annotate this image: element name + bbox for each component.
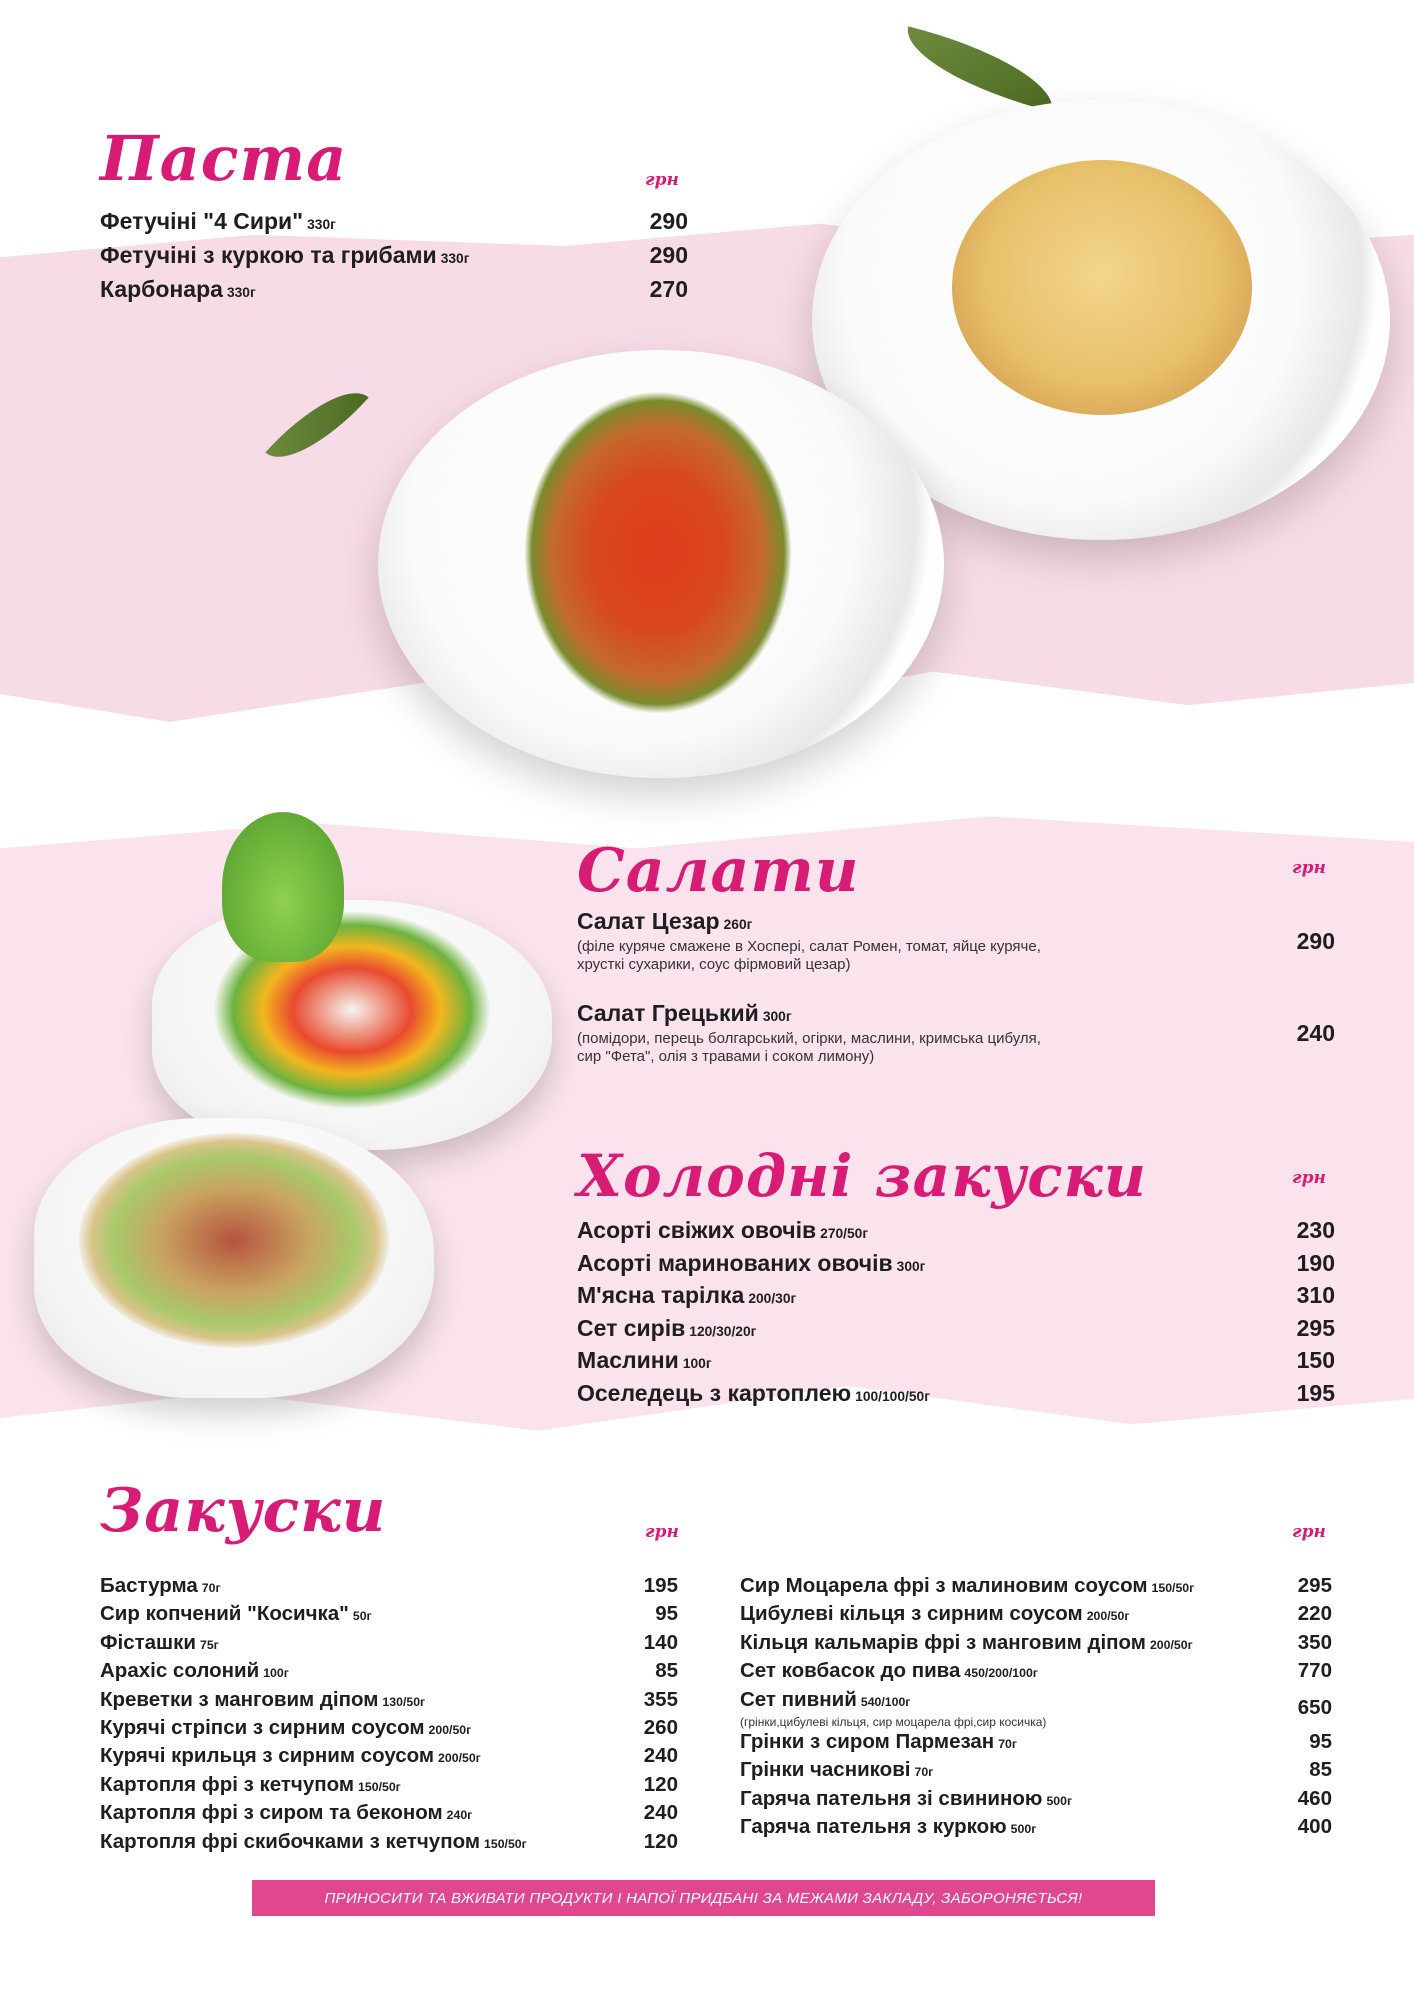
section-title-pasta: Паста <box>100 122 348 195</box>
menu-item-name: Картопля фрі з кетчупом <box>100 1772 355 1796</box>
currency-label: грн <box>1292 1522 1326 1542</box>
menu-item-text <box>577 1216 868 1249</box>
menu-item <box>100 1630 678 1658</box>
menu-item-weight: 150/50г <box>358 1779 401 1794</box>
menu-item-weight: 270/50г <box>820 1226 869 1241</box>
menu-item-weight: 200/50г <box>1149 1637 1193 1652</box>
menu-item-weight: 120/30/20г <box>689 1323 757 1339</box>
menu-item-description: (помідори, перець болгарський, огірки, маслини, кримська цибуля, сир "Фета", олія з травами і соком лимону) <box>577 1030 1041 1065</box>
snacks-list-left <box>100 1573 678 1857</box>
menu-item-weight: 260г <box>723 917 753 932</box>
menu-item-price: 240 <box>643 1744 678 1768</box>
menu-item-weight: 450/200/100г <box>964 1666 1038 1681</box>
menu-item-description: (грінки,цибулеві кільця, сир моцарела фрі,сир косичка) <box>740 1715 1047 1730</box>
menu-item-text <box>100 1687 425 1715</box>
menu-item-text <box>740 1573 1194 1601</box>
section-title-salads: Салати <box>577 836 860 906</box>
menu-item-text <box>740 1658 1038 1686</box>
menu-item <box>740 1658 1332 1686</box>
menu-item-price: 290 <box>1296 928 1335 954</box>
snacks-list-right <box>740 1573 1332 1843</box>
menu-item-name: Фетучіні "4 Сири" <box>100 208 304 234</box>
menu-item-weight: 150/50г <box>484 1836 527 1851</box>
currency-label: грн <box>645 170 679 190</box>
menu-item-text <box>577 1000 1047 1066</box>
menu-item-price: 85 <box>1309 1758 1332 1782</box>
menu-item-weight: 75г <box>199 1637 219 1652</box>
menu-item-name: Цибулеві кільця з сирним соусом <box>740 1602 1083 1626</box>
menu-item-weight: 70г <box>998 1737 1017 1752</box>
menu-item-name: Фетучіні з куркою та грибами <box>100 242 437 268</box>
menu-item-text <box>100 1772 401 1800</box>
menu-item-text <box>577 1314 756 1347</box>
menu-item-price: 270 <box>649 276 688 302</box>
menu-item-text <box>577 1379 930 1412</box>
menu-item-text <box>100 1743 481 1771</box>
menu-item-weight: 50г <box>352 1609 372 1624</box>
menu-item-text <box>740 1601 1129 1629</box>
menu-item-text <box>100 1829 527 1857</box>
caesar-salad-bowl-image <box>34 1118 434 1398</box>
menu-item-name: Асорті маринованих овочів <box>577 1249 893 1276</box>
menu-item-weight: 70г <box>914 1765 934 1780</box>
menu-item-name: Арахіс солоний <box>100 1659 260 1683</box>
menu-item-name: Карбонара <box>100 276 223 302</box>
menu-item-text <box>740 1687 1046 1729</box>
menu-item-price: 770 <box>1297 1659 1332 1683</box>
vegetables-plate-image <box>378 350 944 778</box>
menu-item-price: 120 <box>643 1772 678 1796</box>
menu-item-price: 240 <box>1296 1020 1335 1046</box>
menu-item-price: 350 <box>1297 1630 1332 1654</box>
menu-item <box>740 1601 1332 1629</box>
menu-item-weight: 500г <box>1046 1793 1073 1808</box>
menu-item <box>740 1814 1332 1842</box>
menu-item-price: 460 <box>1297 1786 1332 1810</box>
menu-item-price: 195 <box>1296 1379 1335 1406</box>
currency-label: грн <box>1292 1168 1326 1188</box>
menu-item-weight: 200/50г <box>1086 1609 1130 1624</box>
menu-item <box>100 1601 678 1629</box>
menu-item-weight: 150/50г <box>1151 1581 1195 1595</box>
menu-item-price: 355 <box>643 1687 678 1711</box>
menu-item-name: Кільця кальмарів фрі з манговим діпом <box>740 1630 1146 1654</box>
menu-item <box>577 1216 1335 1249</box>
menu-item <box>577 1346 1335 1379</box>
menu-item <box>100 1715 678 1743</box>
menu-item-name: Фісташки <box>100 1630 196 1654</box>
menu-item-weight: 200/50г <box>438 1751 481 1766</box>
menu-item-weight: 200/30г <box>748 1291 797 1306</box>
footer-notice-banner: ПРИНОСИТИ ТА ВЖИВАТИ ПРОДУКТИ І НАПОЇ ПРИДБАНІ ЗА МЕЖАМИ ЗАКЛАДУ, ЗАБОРОНЯЄТЬСЯ! <box>252 1880 1155 1916</box>
menu-item-text <box>100 240 469 274</box>
menu-item-weight: 540/100г <box>860 1694 911 1709</box>
menu-item <box>100 1687 678 1715</box>
menu-item <box>100 1829 678 1857</box>
menu-item-price: 240 <box>643 1801 678 1825</box>
menu-item-name: Гаряча пательня з куркою <box>740 1815 1007 1839</box>
currency-label: грн <box>645 1522 679 1542</box>
section-title-cold-snacks: Холодні закуски <box>577 1142 1147 1210</box>
menu-item <box>740 1786 1332 1814</box>
menu-item-price: 85 <box>655 1659 678 1683</box>
greek-salad-bowl-image <box>152 900 552 1150</box>
menu-item-description: (філе куряче смажене в Хоспері, салат Ромен, томат, яйце куряче, хрусткі сухарики, соус фірмовий цезар) <box>577 938 1041 973</box>
menu-item-text <box>100 274 256 308</box>
menu-item <box>577 1379 1335 1412</box>
menu-item-name: Грінки часникові <box>740 1758 911 1782</box>
menu-item-text <box>100 1601 372 1629</box>
menu-item-name: Креветки з манговим діпом <box>100 1687 379 1711</box>
caesar-salad-food <box>79 1133 389 1348</box>
menu-item <box>740 1687 1332 1729</box>
menu-item-name: Оселедець з картоплею <box>577 1379 852 1406</box>
menu-item-weight: 100/100/50г <box>855 1388 930 1404</box>
menu-item-name: Сир Моцарела фрі з малиновим соусом <box>740 1574 1148 1597</box>
menu-item <box>740 1729 1332 1757</box>
menu-item-price: 230 <box>1296 1217 1335 1243</box>
salads-list <box>577 908 1335 1092</box>
lettuce-icon <box>222 812 344 962</box>
menu-item <box>100 240 688 274</box>
menu-item-price: 650 <box>1297 1696 1332 1720</box>
menu-item-name: М'ясна тарілка <box>577 1282 745 1308</box>
menu-item <box>100 1800 678 1828</box>
currency-label: грн <box>1292 858 1326 878</box>
carbonara-food <box>952 160 1252 415</box>
pasta-list <box>100 206 688 308</box>
menu-item <box>100 206 688 240</box>
menu-item-weight: 100г <box>682 1356 712 1371</box>
grilled-vegetables-food <box>523 390 793 715</box>
menu-item-price: 190 <box>1296 1249 1335 1276</box>
menu-item-name: Салат Цезар <box>577 908 720 934</box>
menu-item-text <box>100 1715 471 1743</box>
menu-item-weight: 500г <box>1010 1822 1037 1837</box>
menu-item-price: 290 <box>649 242 688 268</box>
menu-item-text <box>100 1658 289 1686</box>
menu-item <box>577 1314 1335 1347</box>
menu-item-name: Картопля фрі скибочками з кетчупом <box>100 1829 481 1853</box>
menu-item-text <box>740 1757 933 1785</box>
menu-item-text <box>577 1249 925 1282</box>
menu-item <box>577 908 1335 974</box>
menu-item-weight: 330г <box>307 217 336 232</box>
menu-item-price: 310 <box>1296 1282 1335 1308</box>
menu-item-name: Картопля фрі з сиром та беконом <box>100 1801 443 1825</box>
menu-item-text <box>100 1630 219 1658</box>
leaf-icon <box>897 26 1064 111</box>
menu-item-text <box>100 1573 221 1601</box>
menu-item-weight: 70г <box>201 1581 221 1595</box>
menu-item-price: 400 <box>1297 1815 1332 1839</box>
menu-item-name: Салат Грецький <box>577 1000 759 1026</box>
menu-item-text <box>100 1800 472 1828</box>
menu-item-price: 95 <box>655 1602 678 1626</box>
menu-item-name: Курячі крильця з сирним соусом <box>100 1744 435 1768</box>
menu-item-text <box>577 1346 712 1379</box>
menu-item-name: Курячі стріпси з сирним соусом <box>100 1716 425 1740</box>
menu-item-text <box>577 908 1047 974</box>
menu-item <box>100 1743 678 1771</box>
menu-item-weight: 330г <box>226 285 256 300</box>
menu-item-price: 95 <box>1309 1730 1332 1754</box>
menu-item-weight: 240г <box>446 1808 473 1823</box>
menu-item-weight: 100г <box>263 1666 289 1681</box>
menu-item <box>100 1772 678 1800</box>
menu-item <box>577 1281 1335 1314</box>
menu-item-text <box>740 1814 1036 1842</box>
menu-item-text <box>740 1786 1072 1814</box>
menu-item-name: Маслини <box>577 1347 679 1373</box>
menu-item-name: Гаряча пательня зі свининою <box>740 1786 1043 1810</box>
cold-snacks-list <box>577 1216 1335 1411</box>
menu-item-name: Сет сирів <box>577 1314 686 1341</box>
menu-item-price: 195 <box>643 1574 678 1597</box>
menu-item-name: Сет ковбасок до пива <box>740 1659 961 1683</box>
menu-item-weight: 130/50г <box>382 1694 426 1709</box>
menu-item-name: Грінки з сиром Пармезан <box>740 1730 995 1754</box>
menu-item <box>577 1000 1335 1066</box>
menu-item-price: 120 <box>643 1829 678 1853</box>
menu-item-price: 150 <box>1296 1347 1335 1373</box>
menu-item-price: 295 <box>1297 1574 1332 1597</box>
menu-item-price: 260 <box>643 1716 678 1740</box>
menu-item-text <box>740 1729 1017 1757</box>
menu-item-weight: 330г <box>440 251 470 266</box>
menu-item-name: Сет пивний <box>740 1687 857 1711</box>
menu-item <box>740 1630 1332 1658</box>
menu-item-weight: 300г <box>762 1009 792 1024</box>
menu-item-price: 140 <box>643 1630 678 1654</box>
menu-item <box>740 1573 1332 1601</box>
menu-item-text <box>100 206 336 240</box>
menu-item <box>100 1573 678 1601</box>
menu-item-price: 290 <box>649 208 688 234</box>
menu-item <box>740 1757 1332 1785</box>
section-title-snacks: Закуски <box>100 1476 387 1546</box>
menu-item-price: 220 <box>1297 1602 1332 1626</box>
menu-item <box>100 274 688 308</box>
menu-item-name: Асорті свіжих овочів <box>577 1217 817 1243</box>
menu-item <box>577 1249 1335 1282</box>
menu-item-name: Сир копчений "Косичка" <box>100 1602 349 1626</box>
menu-item-weight: 300г <box>896 1258 926 1274</box>
menu-item-weight: 200/50г <box>428 1723 472 1738</box>
menu-item-text <box>740 1630 1193 1658</box>
menu-item-name: Бастурма <box>100 1574 198 1597</box>
menu-item-text <box>577 1281 796 1314</box>
menu-item-price: 295 <box>1296 1314 1335 1341</box>
menu-item <box>100 1658 678 1686</box>
